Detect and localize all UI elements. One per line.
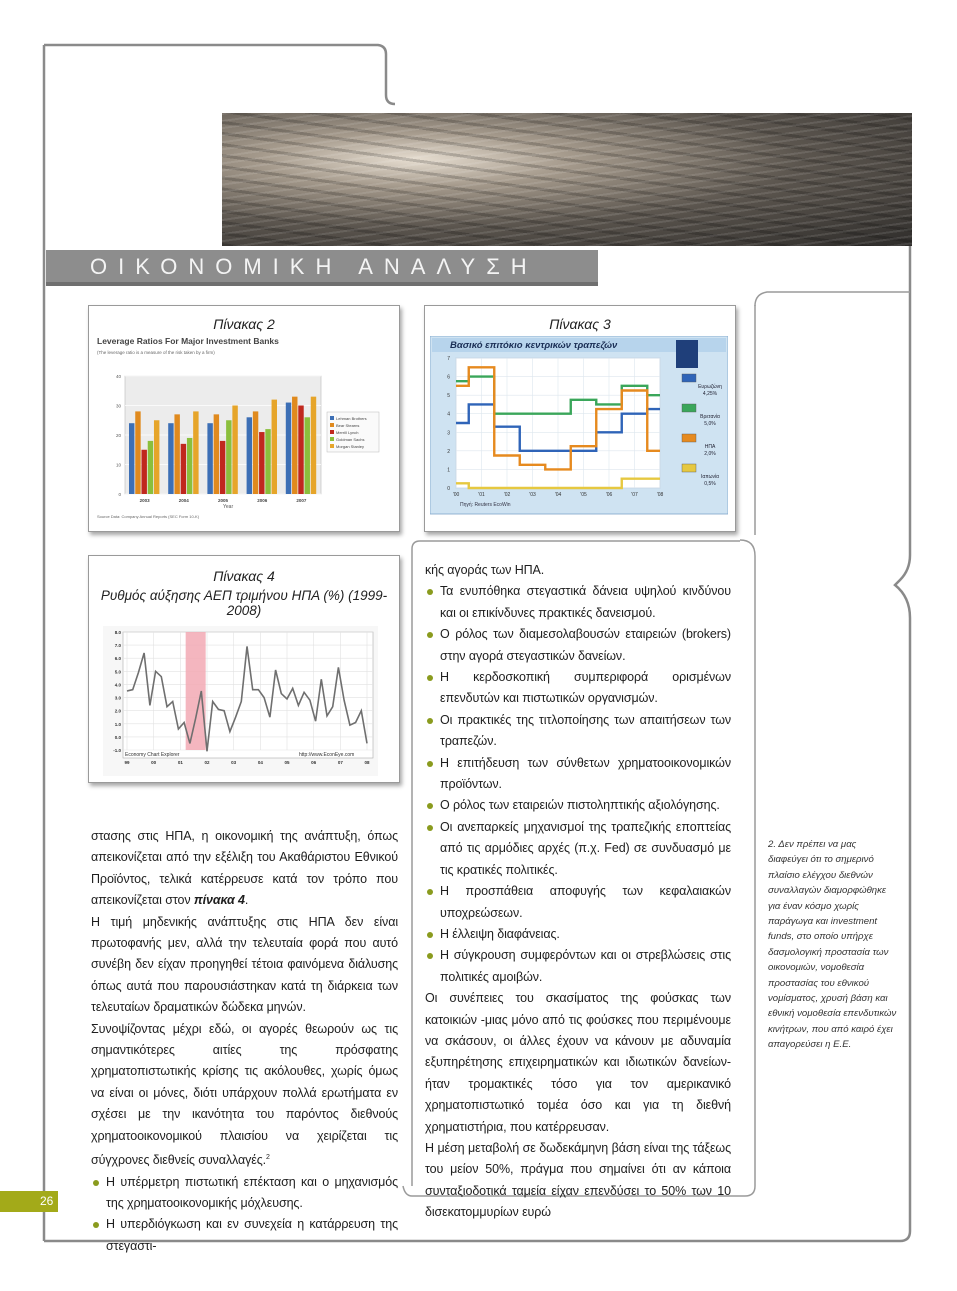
table3-legend-value: 5,0%	[704, 421, 716, 427]
bullet-text: Η έλλειψη διαφάνειας.	[440, 926, 560, 941]
table2-bar	[311, 397, 316, 494]
table2-legend-swatch	[330, 444, 334, 448]
table2-bar	[148, 441, 153, 494]
table2-ytick: 20	[115, 433, 121, 438]
bullet-text: Η προσπάθεια αποφυγής των κεφαλαιακών υποχρεώσεων.	[440, 884, 731, 920]
table3-xtick: '04	[554, 492, 562, 498]
table2-legend-label: Morgan Stanley	[336, 444, 365, 449]
list-item	[425, 924, 731, 945]
table2-xtick: 2005	[217, 498, 229, 503]
table4-ytick: 5.0	[114, 669, 121, 675]
table4-xtick: 99	[124, 760, 130, 765]
table3-xtick: '00	[452, 492, 460, 498]
table3-ytick: 2	[447, 448, 450, 455]
side-note: 2. Δεν πρέπει να μας διαφεύγει ότι το σημερινό πλαίσιο ελέγχου διεθνών συναλλαγών διαμορφώθηκε για έναν κόσμο χωρίς παράγωγα και investment funds, στο οποίο υπήρχε δασμολογική προστασία των οικονομιών, νομοθεσία προστασίας του εθνικού νομίσματος, χρυσή βάση και εθνική νομοθεσία επενδυτικών κινήτρων, που από καιρό έχει απαγορεύσει η Ε.Ε.	[768, 839, 897, 1051]
list-item	[91, 1214, 398, 1257]
left-paragraph-1-end: .	[244, 893, 249, 908]
table3-legend-flag	[682, 434, 696, 442]
table4-ytick: -1.0	[113, 748, 121, 753]
table4-ytick: 7.0	[114, 643, 121, 649]
page-number: 26	[40, 1194, 54, 1208]
left-paragraph-2: Η τιμή μηδενικής ανάπτυξης στις ΗΠΑ δεν είναι πρωτοφανής μεν, αλλά την τελευταία φορά που αυτό συνέβη δεν είχαν προηγηθεί τέτοια φαινόμενα διάλυσης όπως αυτά που παρουσιάστηκαν κατά τη διάρκεια των τελευταίων δραματικών δώδεκα μηνών.	[91, 914, 398, 1015]
bullet-text: Οι πρακτικές της τιτλοποίησης των απαιτήσεων των τραπεζών.	[440, 712, 731, 749]
bullet-text: Η υπέρμετρη πιστωτική επέκταση και ο μηχανισμός της χρηματοοικονομικής μόχλευσης.	[106, 1174, 398, 1211]
bullet-text: Η επιτήδευση των σύνθετων χρηματοοικονομικών προϊόντων.	[440, 755, 731, 792]
table3-xtick: '02	[503, 492, 511, 498]
bullet-icon	[427, 889, 433, 895]
bullet-icon	[427, 932, 433, 938]
left-column	[91, 826, 398, 1257]
table3-ytick: 3	[447, 430, 450, 437]
table2-bar	[214, 414, 219, 494]
table4-ytick: 2.0	[114, 708, 121, 714]
table3-box	[424, 305, 736, 532]
right-paragraph-2: Η μέση μεταβολή σε δωδεκάμηνη βάση είναι της τάξεως του μείον 50%, πράγμα που σημαίνει ότι αν κάποια συνταξιοδοτικά ταμεία είχαν επενδύσει το 50% των 10 δισεκατομμυρίων ευρώ	[425, 1140, 731, 1220]
table3-legend-value: 0,5%	[704, 481, 716, 487]
list-item	[91, 1172, 398, 1215]
table2-bar	[286, 403, 291, 494]
table2-bar	[272, 400, 277, 494]
table2-bar	[207, 423, 212, 494]
list-item	[425, 795, 731, 816]
bullet-icon	[427, 825, 433, 831]
table3-chart	[430, 336, 728, 526]
table4-footer-left: Economy Chart Explorer	[125, 752, 180, 758]
table3-legend-flag	[682, 374, 696, 382]
table2-ytick: 0	[118, 492, 121, 497]
table4-xtick: 03	[231, 760, 237, 765]
table3-ytick: 5	[447, 393, 450, 400]
table3-xtick: '06	[605, 492, 613, 498]
table2-bar	[265, 429, 270, 494]
table3-xtick: '01	[478, 492, 485, 498]
list-item	[425, 753, 731, 796]
table2-bar	[232, 406, 237, 495]
table4-ytick: 0.0	[114, 734, 121, 740]
table4-box	[88, 555, 400, 783]
bullet-icon	[427, 675, 433, 681]
table3-ytick: 7	[447, 356, 450, 362]
section-title: ΟΙΚΟΝΟΜΙΚΗ ΑΝΑΛΥΣΗ	[90, 254, 538, 279]
list-item	[425, 945, 731, 988]
table4-xtick: 06	[311, 760, 317, 765]
table2-xtick: 2007	[296, 498, 307, 503]
table4-reference: πίνακα 4	[193, 893, 245, 908]
table2-box	[88, 305, 400, 532]
left-paragraph-1	[91, 826, 398, 912]
table3-legend-value: 2,0%	[704, 451, 716, 457]
list-item	[425, 710, 731, 753]
table4-recession-band	[186, 632, 206, 750]
table2-bar	[129, 423, 134, 494]
table2-legend-swatch	[330, 437, 334, 441]
bullet-icon	[427, 589, 433, 595]
table2-caption: Πίνακας 2	[213, 316, 275, 332]
list-item	[425, 817, 731, 881]
list-item	[425, 581, 731, 624]
left-paragraph-3-text: Συνοψίζοντας μέχρι εδώ, οι αγορές θεωρούν ως τις σημαντικότερες αιτίες της πρόσφατης χρηματοπιστωτικής κρίσης τις ακόλουθες, χωρίς όμως να είναι οι μόνες, διότι υπάρχουν πολλά ερωτήματα εν σχέσει με την ικανότητα του παρόντος διεθνούς χρηματοοικονομικού πλαισίου να χειρίζεται τις σύγχρονες διεθνείς συναλλαγές.	[91, 1021, 398, 1168]
list-item	[425, 667, 731, 710]
table2-legend-label: Goldman Sachs	[336, 437, 365, 442]
table4-footer-right: http://www.EconEye.com	[299, 752, 355, 758]
table2-source: Source Data: Company Annual Reports (SEC Form 10-K)	[97, 514, 200, 519]
table2-xtick: 2004	[178, 498, 189, 503]
table2-legend-swatch	[330, 430, 334, 434]
table2-bar	[305, 417, 310, 494]
bullet-text: Η κερδοσκοπική συμπεριφορά ορισμένων επενδυτών και πιστωτικών οργανισμών.	[440, 670, 731, 706]
bullet-text: Οι ανεπαρκείς μηχανισμοί της τραπεζικής εποπτείας από τις αρμόδιες αρχές (π.χ. Fed) σε συνδυασμό με τις κρατικές πολιτικές.	[440, 819, 731, 877]
bullet-icon	[427, 803, 433, 809]
table2-bar	[141, 450, 146, 494]
table3-ytick: 6	[447, 374, 450, 381]
table2-ytick: 10	[115, 462, 121, 468]
table4-xtick: 01	[177, 760, 183, 765]
table2-bar	[168, 423, 173, 494]
table3-xtick: '03	[529, 492, 536, 498]
table3-legend-flag	[682, 464, 696, 472]
bullet-text: Ο ρόλος των διαμεσολαβουσών εταιρειών (brokers) στην αγορά στεγαστικών δανείων.	[440, 627, 731, 663]
table2-bar	[181, 444, 186, 494]
table3-xtick: '05	[580, 492, 587, 498]
table3-xtick: '08	[656, 492, 664, 498]
table3-ytick: 4	[447, 411, 450, 418]
table2-legend-label: Bear Stearns	[336, 423, 360, 428]
table4-xtick: 02	[204, 760, 210, 765]
bullet-icon	[93, 1222, 99, 1228]
table3-legend-label: Βρετανία	[700, 414, 720, 420]
table4-xtick: 05	[284, 760, 290, 765]
left-paragraph-1-text: στασης στις ΗΠΑ, η οικονομική της ανάπτυξη, όπως απεικονίζεται από την εξέλιξη του Ακαθάριστου Εθνικού Προϊόντος, τελικά κατέρρευσε κατά τον τρόπο που απεικονίζεται στον	[91, 829, 398, 908]
table2-xtick: 2006	[257, 498, 268, 503]
bullet-icon	[427, 718, 433, 724]
table2-legend-label: Merrill Lynch	[336, 430, 359, 435]
table3-ytick: 1	[447, 467, 450, 474]
list-item	[425, 624, 731, 667]
list-item	[425, 881, 731, 924]
table3-inner-title: Βασικό επιτόκιο κεντρικών τραπεζών	[450, 340, 618, 351]
table3-legend-label: Ευρωζώνη	[698, 384, 722, 390]
bullet-icon	[427, 761, 433, 767]
table2-bar	[292, 397, 297, 494]
table2-legend-swatch	[330, 423, 334, 427]
table3-xtick: '07	[631, 492, 638, 498]
right-continuation: κής αγοράς των ΗΠΑ.	[425, 563, 545, 577]
table2-inner-subtitle: (The leverage ratio is a measure of the risk taken by a firm)	[97, 350, 215, 355]
table2-legend-label: Lehman Brothers	[336, 416, 367, 421]
table3-legend-label: Ιαπωνία	[700, 474, 720, 480]
table2-inner-title: Leverage Ratios For Major Investment Banks	[97, 336, 279, 346]
right-bullet-list	[425, 581, 731, 988]
bullet-text: Η υπερδιόγκωση και εν συνεχεία η κατάρρευση της στεγαστι-	[106, 1217, 398, 1253]
table4-ytick: 1.0	[114, 721, 121, 727]
table4-ytick: 8.0	[114, 630, 121, 635]
table4-xtick: 07	[337, 760, 343, 765]
table2-bar	[253, 411, 258, 494]
table2-bar	[298, 406, 303, 495]
table3-source: Πηγή: Reuters EcoWin	[460, 502, 511, 508]
table2-bar	[247, 417, 252, 494]
left-bullet-list	[91, 1172, 398, 1258]
table3-legend-label: ΗΠΑ	[704, 444, 716, 450]
table2-bar	[154, 420, 159, 494]
table2-ytick: 40	[115, 374, 121, 379]
table3-legend-value: 4,25%	[702, 391, 718, 397]
table2-bar	[187, 438, 192, 494]
table2-chart	[93, 336, 393, 526]
table4-ytick: 6.0	[114, 656, 121, 662]
table4-subtitle: Ρυθμός αύξησης ΑΕΠ τριμήνου ΗΠΑ (%) (1999-2008)	[100, 588, 388, 618]
table3-caption: Πίνακας 3	[549, 316, 611, 332]
bullet-icon	[427, 632, 433, 638]
right-paragraph-1: Οι συνέπειες του σκασίματος της φούσκας των κατοικιών -μιας μόνο από τις φούσκες που περιμένουμε να σκάσουν, οι άλλες έχουν να κάνουν με αδυναμία εξυπηρέτησης επιχειρηματικών και ιδιωτικών δανείων- ήταν τρομακτικές τόσο για τον αμερικανικό χρηματοπιστωτικό τομέα όσο και για τη διεθνή χρηματιστήρια, που κατέρρευσαν.	[425, 991, 731, 1134]
table2-xtick: 2003	[139, 498, 150, 503]
table4-caption: Πίνακας 4	[213, 568, 275, 584]
table4-ytick: 4.0	[114, 682, 121, 688]
table2-bar	[259, 432, 264, 494]
table2-bar	[174, 414, 179, 494]
bullet-icon	[93, 1180, 99, 1186]
table4-xtick: 08	[364, 760, 370, 765]
sea-photo	[222, 113, 912, 246]
table2-xlabel: Year	[223, 504, 234, 510]
table2-ytick: 30	[115, 403, 121, 409]
table2-legend-swatch	[330, 416, 334, 420]
bullet-text: Τα ενυπόθηκα στεγαστικά δάνεια υψηλού κινδύνου και οι επικίνδυνες πρακτικές δανεισμού.	[440, 584, 731, 620]
table3-ytick: 0	[447, 486, 450, 492]
bullet-icon	[427, 953, 433, 959]
bullet-text: Η σύγκρουση συμφερόντων και οι στρεβλώσεις στις πολιτικές αμοιβών.	[440, 948, 731, 984]
table3-legend-flag	[682, 404, 696, 412]
table2-bar	[193, 411, 198, 494]
table4-chart	[103, 626, 378, 776]
table4-xtick: 00	[151, 760, 157, 765]
table2-bar	[220, 441, 225, 494]
table4-xtick: 04	[257, 760, 263, 765]
left-paragraph-3	[91, 1019, 398, 1172]
right-column	[425, 560, 731, 1224]
table4-ytick: 3.0	[114, 695, 121, 701]
bullet-text: Ο ρόλος των εταιρειών πιστοληπτικής αξιολόγησης.	[440, 798, 720, 813]
footnote-ref: 2	[266, 1154, 270, 1162]
table2-bar	[135, 411, 140, 494]
table2-bar	[226, 420, 231, 494]
